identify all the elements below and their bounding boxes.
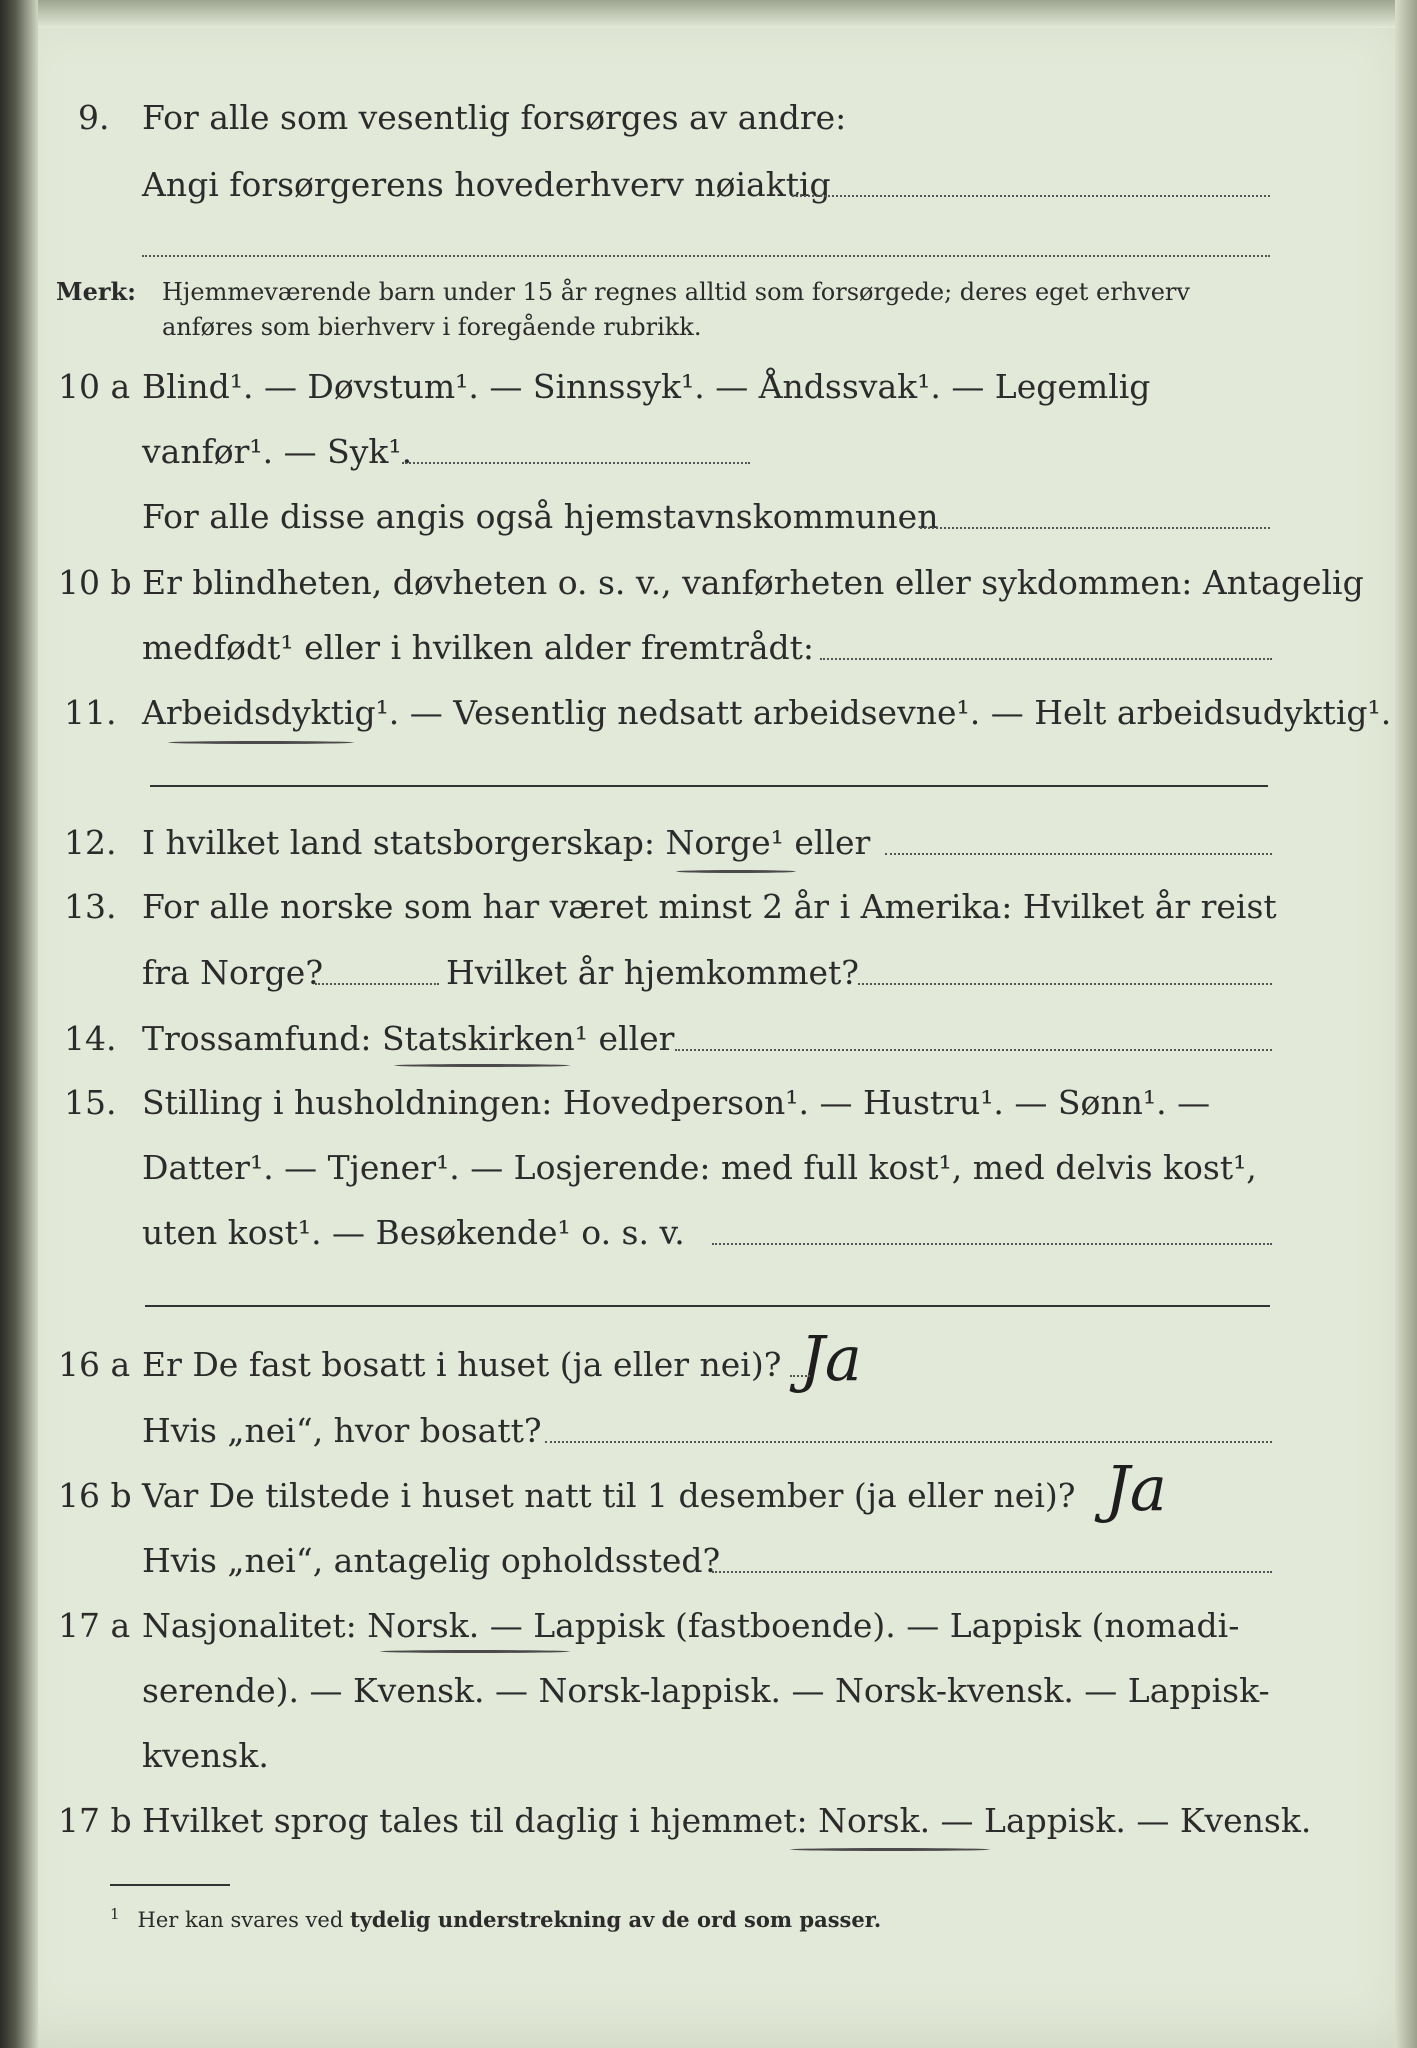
q15-line3: uten kost¹. — Besøkende¹ o. s. v. <box>142 1213 685 1252</box>
q13-line1: For alle norske som har været minst 2 år i Amerika: Hvilket år reist <box>142 887 1277 926</box>
q10b-number: 10 b <box>58 563 132 602</box>
q16a-number: 16 a <box>58 1345 131 1384</box>
merk-line2: anføres som bierhverv i foregående rubrikk. <box>162 313 702 341</box>
q12-line1: I hvilket land statsborgerskap: Norge¹ eller <box>142 823 871 862</box>
q12-answer-field[interactable] <box>885 851 1272 855</box>
q9-line1: For alle som vesentlig forsørges av andre: <box>142 98 847 137</box>
q10a-number: 10 a <box>58 367 131 406</box>
q9-line2: Angi forsørgerens hovederhverv nøiaktig <box>142 165 831 204</box>
q16b-opholdssted-field[interactable] <box>712 1569 1272 1573</box>
page-edge-right <box>1395 0 1417 2048</box>
q17b-line1: Hvilket sprog tales til daglig i hjemmet: Norsk. — Lappisk. — Kvensk. <box>142 1801 1312 1840</box>
q10b-answer-field[interactable] <box>820 656 1272 660</box>
q16b-handwritten-answer[interactable]: Ja <box>1105 1452 1167 1525</box>
page-edge-top <box>0 0 1417 28</box>
footnote-rule <box>110 1884 230 1886</box>
q16b-line2: Hvis „nei“, antagelig opholdssted? <box>142 1541 721 1580</box>
q16a-answer-field[interactable] <box>790 1373 810 1377</box>
q13-number: 13. <box>64 887 117 926</box>
q11-answer-line[interactable] <box>150 785 1268 787</box>
q17a-line1: Nasjonalitet: Norsk. — Lappisk (fastboende). — Lappisk (nomadi- <box>142 1606 1240 1645</box>
q16b-line1: Var De tilstede i huset natt til 1 desember (ja eller nei)? <box>142 1476 1076 1515</box>
q15-line2: Datter¹. — Tjener¹. — Losjerende: med full kost¹, med delvis kost¹, <box>142 1148 1257 1187</box>
q16b-number: 16 b <box>58 1476 132 1515</box>
q10b-line2: medfødt¹ eller i hvilken alder fremtrådt: <box>142 628 815 667</box>
q10a-line3: For alle disse angis også hjemstavnskommunen <box>142 497 939 536</box>
q14-answer-field[interactable] <box>675 1047 1272 1051</box>
merk-label: Merk: <box>56 277 136 306</box>
q17b-handwritten-underline <box>790 1848 990 1851</box>
footnote <box>110 1900 881 1934</box>
merk-line1: Hjemmeværende barn under 15 år regnes alltid som forsørgede; deres eget erhverv <box>162 278 1190 306</box>
q11-handwritten-underline <box>168 741 354 744</box>
footnote-bold-text: tydelig understrekning av de ord som passer. <box>349 1907 882 1932</box>
q13-hjemkommet-field[interactable] <box>858 981 1272 985</box>
q15-line1: Stilling i husholdningen: Hovedperson¹. — Hustru¹. — Sønn¹. — <box>142 1083 1211 1122</box>
q13-reist-field[interactable] <box>315 981 439 985</box>
q14-handwritten-underline <box>394 1064 570 1067</box>
q14-line1: Trossamfund: Statskirken¹ eller <box>142 1019 675 1058</box>
q10a-line2: vanfør¹. — Syk¹. <box>142 432 413 471</box>
q10a-answer-field[interactable] <box>402 460 750 464</box>
q15-number: 15. <box>64 1083 117 1122</box>
q17a-line2: serende). — Kvensk. — Norsk-lappisk. — Norsk-kvensk. — Lappisk- <box>142 1671 1270 1710</box>
page-edge-left <box>0 0 38 2048</box>
q11-number: 11. <box>64 693 117 732</box>
q12-number: 12. <box>64 823 117 862</box>
q16a-handwritten-answer[interactable]: Ja <box>800 1322 862 1395</box>
q14-number: 14. <box>64 1019 117 1058</box>
q17a-line3: kvensk. <box>142 1736 269 1775</box>
q10a-hjemstavn-field[interactable] <box>920 525 1270 529</box>
q17b-number: 17 b <box>58 1801 132 1840</box>
q16a-line2: Hvis „nei“, hvor bosatt? <box>142 1411 542 1450</box>
q9-answer-field-2[interactable] <box>142 253 1270 257</box>
footnote-mark: 1 <box>110 1905 120 1923</box>
q13-line2a: fra Norge? <box>142 953 324 992</box>
q17a-number: 17 a <box>58 1606 131 1645</box>
q13-line2b: Hvilket år hjemkommet? <box>446 953 859 992</box>
q16a-bosatt-field[interactable] <box>545 1439 1272 1443</box>
q10a-line1: Blind¹. — Døvstum¹. — Sinnssyk¹. — Åndssvak¹. — Legemlig <box>142 367 1151 406</box>
q9-answer-field[interactable] <box>792 193 1270 197</box>
q15-answer-field[interactable] <box>712 1241 1272 1245</box>
q17a-handwritten-underline <box>380 1650 570 1653</box>
q10b-line1: Er blindheten, døvheten o. s. v., vanførheten eller sykdommen: Antagelig <box>142 563 1364 602</box>
q12-handwritten-underline <box>676 870 796 873</box>
footnote-text: Her kan svares ved <box>137 1908 344 1932</box>
q16a-line1: Er De fast bosatt i huset (ja eller nei)? <box>142 1345 782 1384</box>
q11-line1: Arbeidsdyktig¹. — Vesentlig nedsatt arbeidsevne¹. — Helt arbeidsudyktig¹. <box>142 693 1392 732</box>
q9-number: 9. <box>78 98 110 137</box>
q15-answer-line[interactable] <box>145 1305 1270 1307</box>
